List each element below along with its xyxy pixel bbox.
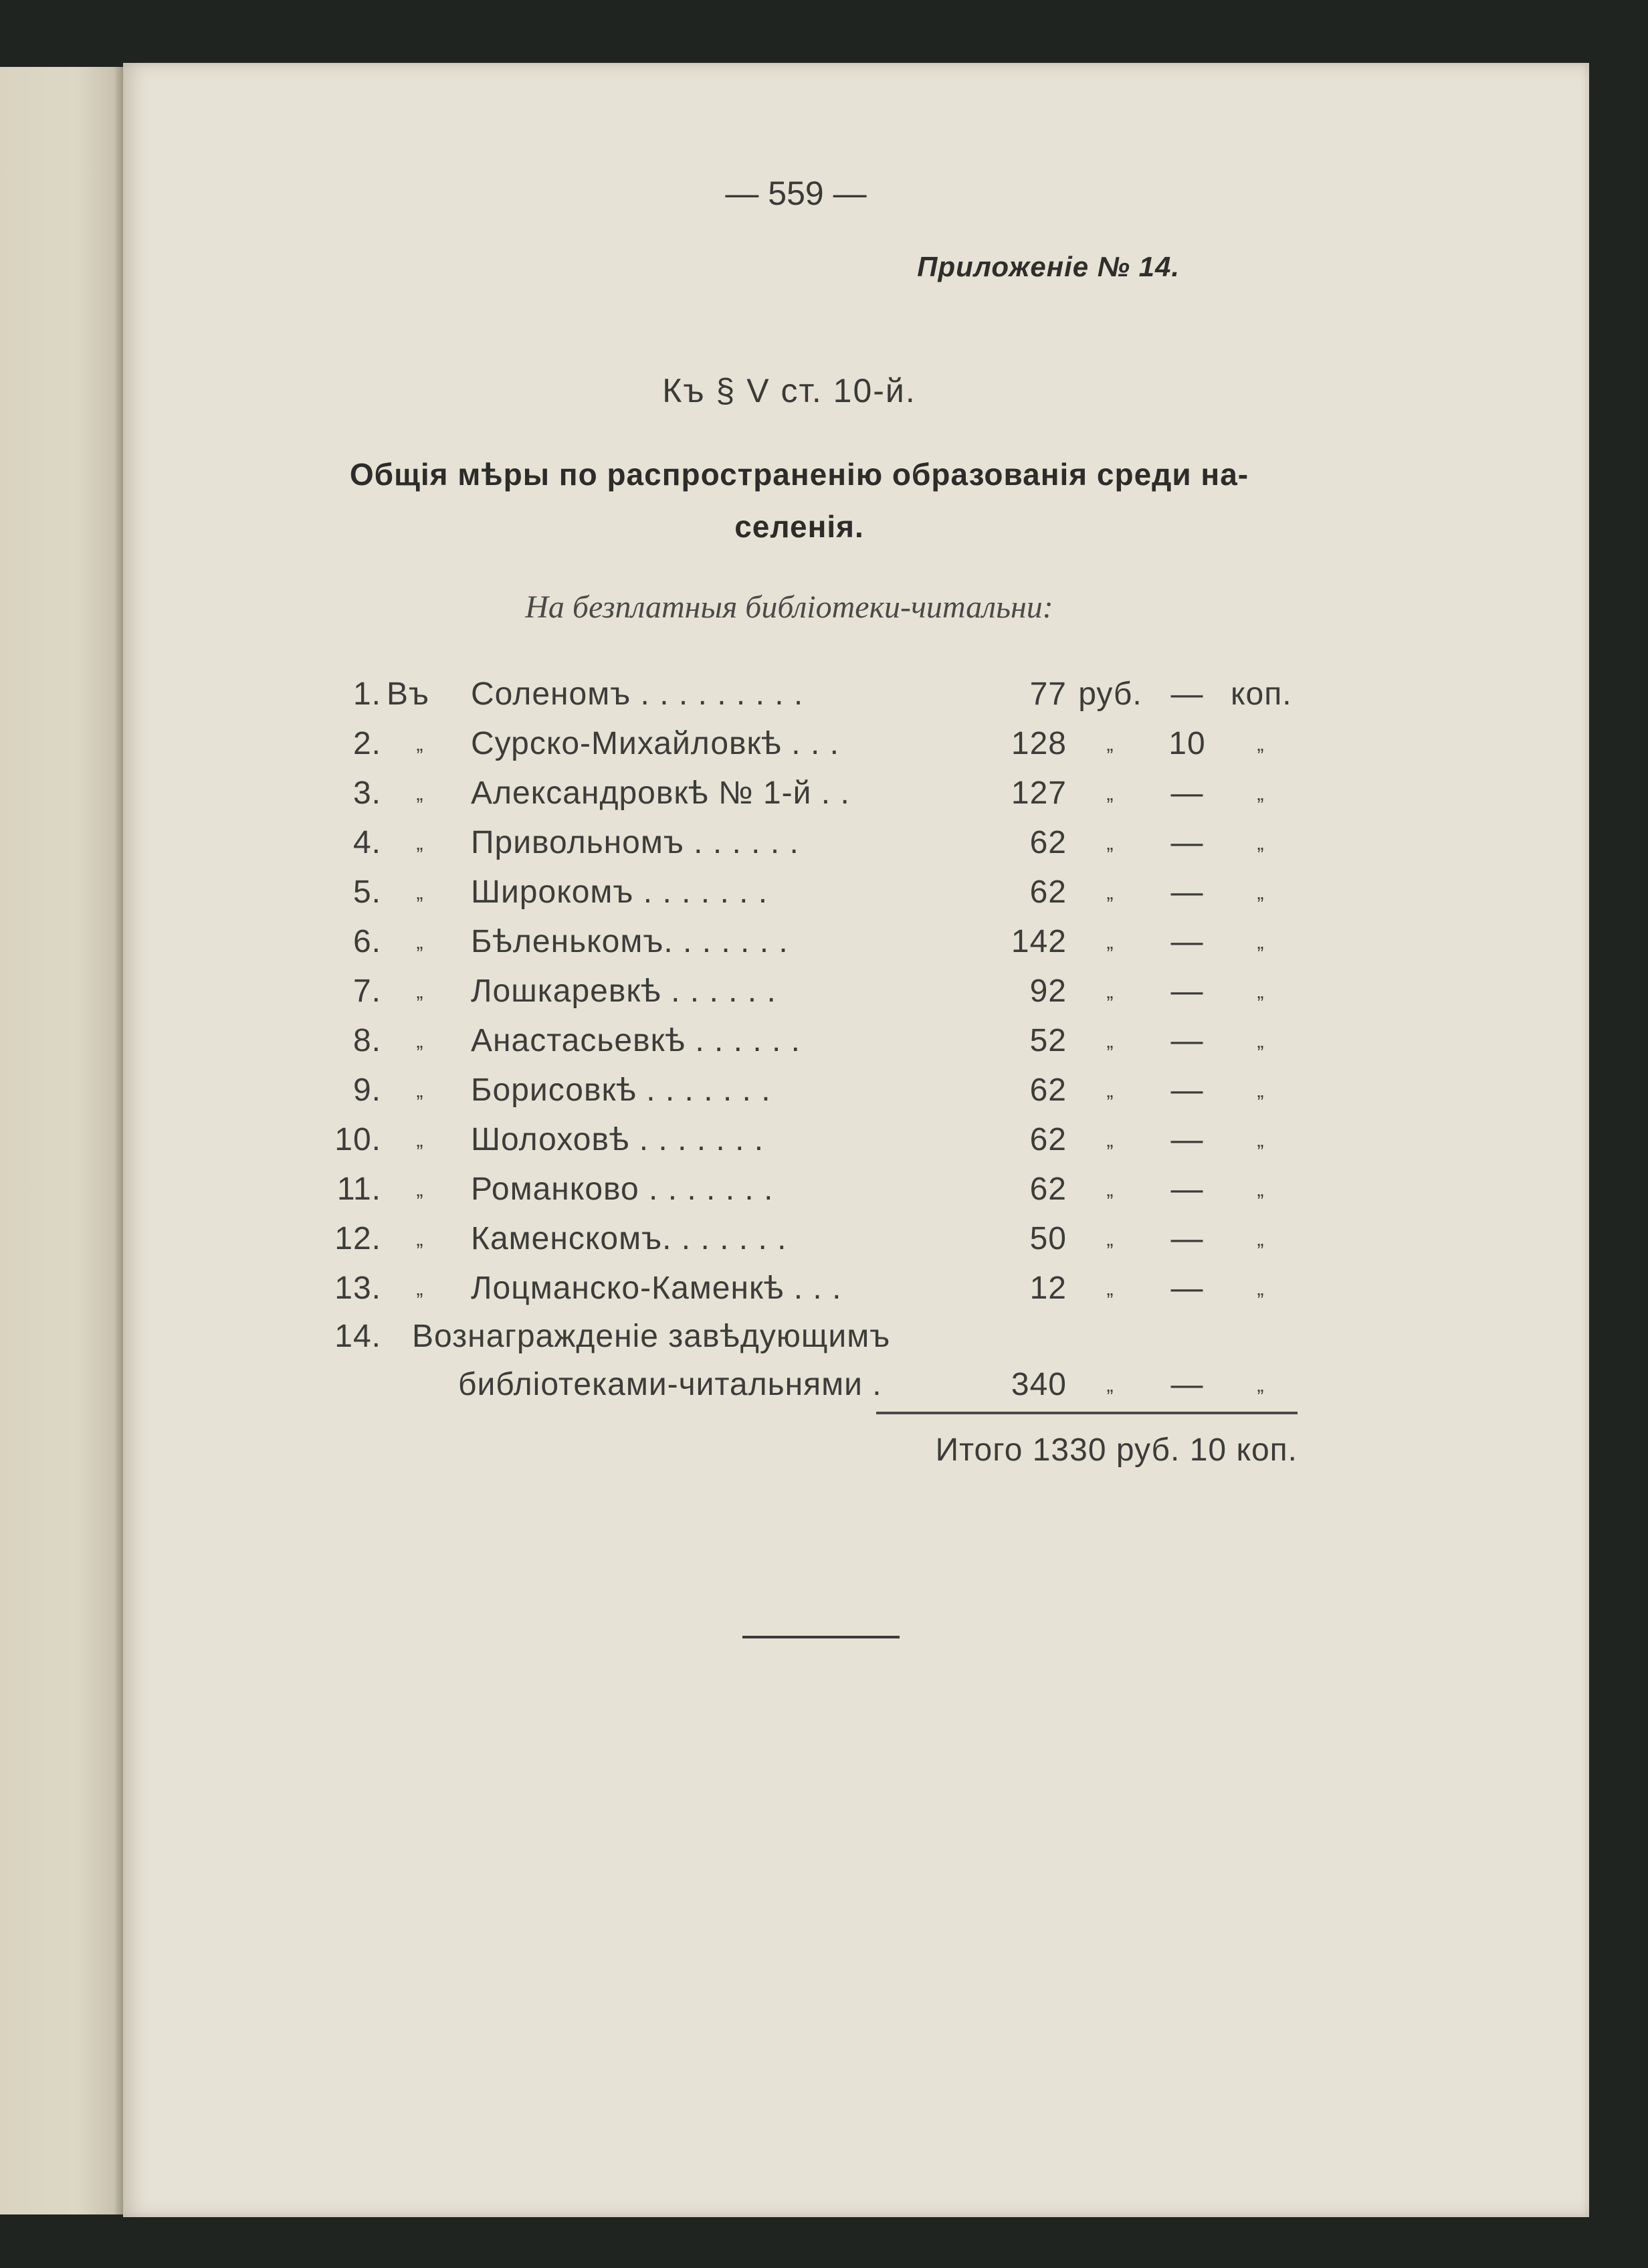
table-row xyxy=(314,874,1304,921)
table-row xyxy=(314,1220,1304,1267)
row-number: 10. xyxy=(334,1122,381,1157)
ditto-mark: „ xyxy=(1106,882,1114,904)
table-row xyxy=(314,973,1304,1020)
row-number: 3. xyxy=(352,775,381,811)
ditto-mark: „ xyxy=(1106,1179,1114,1201)
table-row xyxy=(314,824,1304,871)
row-number: 2. xyxy=(352,726,381,761)
rub-value: 340 xyxy=(1011,1367,1067,1402)
row-preposition: „ xyxy=(416,882,424,904)
ditto-mark: „ xyxy=(1257,1179,1265,1201)
table-row xyxy=(314,1072,1304,1119)
rub-value: 62 xyxy=(1029,1122,1067,1157)
kop-value: — xyxy=(1170,874,1204,910)
row-village-name: Лоцманско-Каменкѣ . . . xyxy=(471,1270,842,1306)
appendix-label: Приложенiе № 14. xyxy=(917,251,1180,282)
rub-unit-label: руб. xyxy=(1078,676,1142,712)
table-row xyxy=(314,1366,1304,1413)
row-preposition: „ xyxy=(416,931,424,953)
row-village-name: Каменскомъ. . . . . . . xyxy=(471,1221,787,1256)
row-village-name: Лошкаревкѣ . . . . . . xyxy=(471,973,777,1009)
row-number: 11. xyxy=(336,1171,381,1207)
table-row xyxy=(314,676,1304,723)
rub-value: 12 xyxy=(1029,1270,1067,1306)
rub-value: 142 xyxy=(1011,924,1067,959)
table-row xyxy=(314,1270,1304,1317)
table-row xyxy=(314,1318,1304,1365)
row-number: 8. xyxy=(352,1023,381,1058)
row-number: 7. xyxy=(352,973,381,1009)
kop-value: — xyxy=(1170,973,1204,1009)
kop-value: — xyxy=(1170,1072,1204,1108)
rub-value: 50 xyxy=(1029,1221,1067,1256)
row-village-name: Анастасьевкѣ . . . . . . xyxy=(471,1023,801,1058)
row-preposition: „ xyxy=(416,1179,424,1201)
ditto-mark: „ xyxy=(1257,783,1265,805)
rub-value: 128 xyxy=(1011,726,1067,761)
table-row xyxy=(314,1171,1304,1218)
section-reference: Къ § V ст. 10-й. xyxy=(662,372,916,409)
row-preposition: „ xyxy=(416,783,424,805)
table-row xyxy=(314,775,1304,822)
row-label-continued: библiотеками-читальнями . xyxy=(458,1367,882,1402)
rub-value: 127 xyxy=(1011,775,1067,811)
kop-value: — xyxy=(1170,1122,1204,1157)
row-preposition: „ xyxy=(416,981,424,1003)
kop-value: — xyxy=(1170,825,1204,860)
row-number: 5. xyxy=(352,874,381,910)
kop-value: 10 xyxy=(1168,726,1206,761)
kop-unit-label: коп. xyxy=(1231,676,1292,712)
page-heading: Общiя мѣры по распространенiю образованiя среди на-селенiя. xyxy=(349,457,1249,544)
row-preposition: „ xyxy=(416,832,424,854)
row-preposition: „ xyxy=(416,1080,424,1102)
ditto-mark: „ xyxy=(1106,1228,1114,1250)
row-number: 14. xyxy=(334,1319,381,1354)
ditto-mark: „ xyxy=(1257,1030,1265,1052)
ditto-mark: „ xyxy=(1257,882,1265,904)
rub-value: 92 xyxy=(1029,973,1067,1009)
ditto-mark: „ xyxy=(1257,1374,1265,1396)
row-number: 9. xyxy=(352,1072,381,1108)
table-row xyxy=(314,1022,1304,1069)
row-preposition: Въ xyxy=(386,676,429,712)
kop-value: — xyxy=(1170,1171,1204,1207)
ditto-mark: „ xyxy=(1106,783,1114,805)
rub-value: 52 xyxy=(1029,1023,1067,1058)
kop-value: — xyxy=(1170,1221,1204,1256)
page-subheading: На безплатныя библiотеки-читальни: xyxy=(525,589,1053,625)
ditto-mark: „ xyxy=(1106,931,1114,953)
row-number: 4. xyxy=(352,825,381,860)
ditto-mark: „ xyxy=(1257,832,1265,854)
row-preposition: „ xyxy=(416,1129,424,1151)
table-row xyxy=(314,1121,1304,1168)
ditto-mark: „ xyxy=(1257,1129,1265,1151)
ditto-mark: „ xyxy=(1106,1129,1114,1151)
row-village-name: Шолоховѣ . . . . . . . xyxy=(471,1122,764,1157)
row-number: 13. xyxy=(334,1270,381,1306)
kop-value: — xyxy=(1170,1270,1204,1306)
rub-value: 62 xyxy=(1029,874,1067,910)
kop-value: — xyxy=(1170,1367,1204,1402)
ditto-mark: „ xyxy=(1257,1228,1265,1250)
table-row xyxy=(314,923,1304,970)
row-number: 12. xyxy=(334,1221,381,1256)
ditto-mark: „ xyxy=(1106,1080,1114,1102)
ditto-mark: „ xyxy=(1106,733,1114,755)
ditto-mark: „ xyxy=(1257,981,1265,1003)
row-preposition: „ xyxy=(416,1030,424,1052)
total-line: Итого 1330 руб. 10 коп. xyxy=(935,1432,1298,1468)
kop-value: — xyxy=(1170,1023,1204,1058)
ditto-mark: „ xyxy=(1257,1278,1265,1300)
ditto-mark: „ xyxy=(1106,1374,1114,1396)
row-preposition: „ xyxy=(416,733,424,755)
ditto-mark: „ xyxy=(1106,981,1114,1003)
ditto-mark: „ xyxy=(1106,1278,1114,1300)
rub-value: 62 xyxy=(1029,825,1067,860)
row-preposition: „ xyxy=(416,1278,424,1300)
rub-value: 62 xyxy=(1029,1171,1067,1207)
table-row xyxy=(314,725,1304,772)
left-page-edge xyxy=(0,67,127,2214)
page-number: — 559 — xyxy=(725,175,867,212)
row-village-name: Широкомъ . . . . . . . xyxy=(471,874,768,910)
ditto-mark: „ xyxy=(1106,832,1114,854)
end-rule xyxy=(742,1636,900,1638)
row-number: 6. xyxy=(352,924,381,959)
rub-value: 77 xyxy=(1029,676,1067,712)
row-village-name: Романково . . . . . . . xyxy=(471,1171,774,1207)
kop-value: — xyxy=(1170,924,1204,959)
kop-value: — xyxy=(1170,676,1204,712)
row-village-name: Соленомъ . . . . . . . . . xyxy=(471,676,804,712)
row-label: Вознагражденiе завѣдующимъ xyxy=(412,1319,891,1354)
ditto-mark: „ xyxy=(1106,1030,1114,1052)
row-village-name: Сурско-Михайловкѣ . . . xyxy=(471,726,839,761)
ditto-mark: „ xyxy=(1257,1080,1265,1102)
row-village-name: Бѣленькомъ. . . . . . . xyxy=(471,924,789,959)
ditto-mark: „ xyxy=(1257,733,1265,755)
ditto-mark: „ xyxy=(1257,931,1265,953)
row-village-name: Борисовкѣ . . . . . . . xyxy=(471,1072,771,1108)
kop-value: — xyxy=(1170,775,1204,811)
row-preposition: „ xyxy=(416,1228,424,1250)
total-rule xyxy=(876,1412,1298,1414)
row-village-name: Привольномъ . . . . . . xyxy=(471,825,799,860)
row-village-name: Александровкѣ № 1-й . . xyxy=(471,775,850,811)
rub-value: 62 xyxy=(1029,1072,1067,1108)
row-number: 1. xyxy=(352,676,381,712)
